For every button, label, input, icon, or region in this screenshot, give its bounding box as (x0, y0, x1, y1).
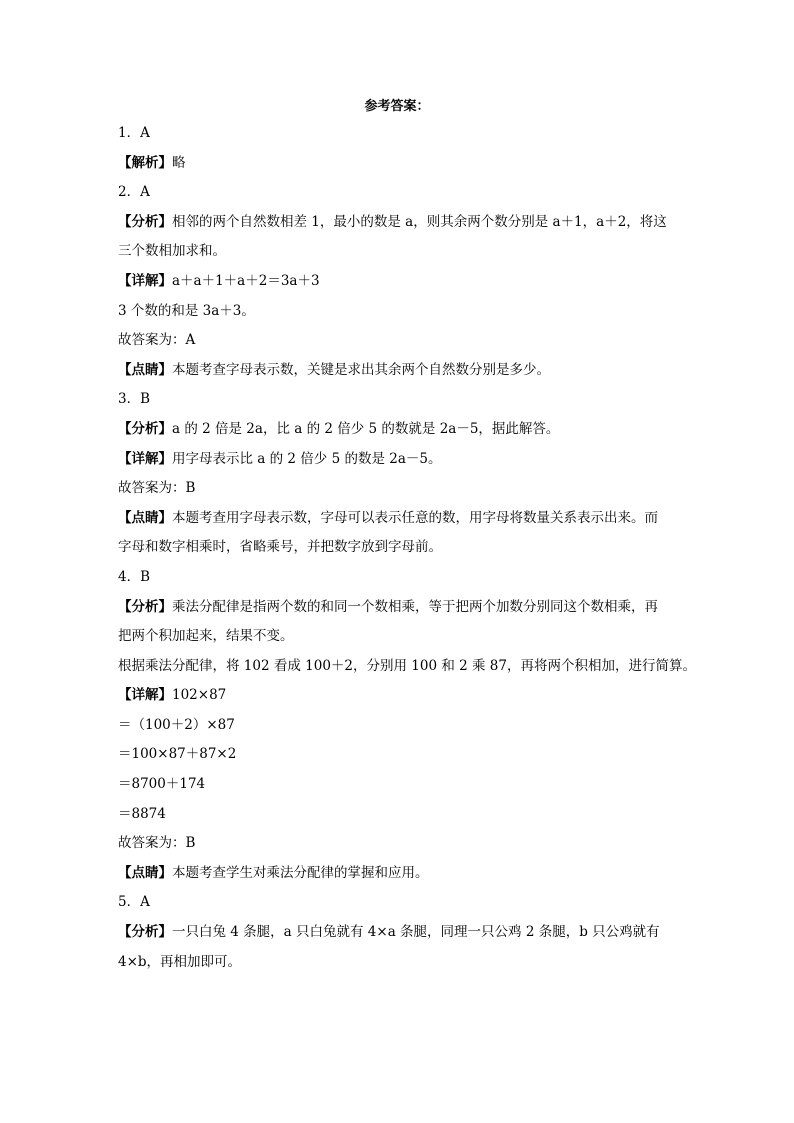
section-tag: 【点睛】 (118, 864, 172, 881)
line-text: 故答案为：B (118, 835, 196, 852)
answer-line (118, 237, 678, 267)
line-text: 用字母表示比 a 的 2 倍少 5 的数是 2a－5。 (172, 450, 442, 467)
line-text: ＝（100＋2）×87 (118, 716, 235, 733)
answer-line (118, 178, 678, 208)
line-text: 本题考查用字母表示数，字母可以表示任意的数，用字母将数量关系表示出来。而 (172, 509, 658, 526)
line-text: 本题考查字母表示数，关键是求出其余两个自然数分别是多少。 (172, 361, 550, 378)
section-tag: 【分析】 (118, 598, 172, 615)
line-text: 故答案为：A (118, 332, 196, 349)
answer-line (118, 533, 678, 563)
line-text: 三个数相加求和。 (118, 243, 226, 260)
section-tag: 【分析】 (118, 924, 172, 941)
answer-line (118, 326, 678, 356)
answer-line (118, 415, 678, 445)
line-text: 3 个数的和是 3a＋3。 (118, 302, 255, 319)
answer-line (118, 652, 696, 682)
answer-line (118, 829, 678, 859)
line-text: 1．A (118, 125, 150, 141)
answer-line (118, 267, 678, 297)
answer-line (118, 563, 678, 593)
answer-line (118, 385, 678, 415)
answer-line (118, 918, 678, 948)
answer-line (118, 948, 678, 978)
section-tag: 【分析】 (118, 420, 172, 437)
section-tag: 【分析】 (118, 213, 172, 230)
answer-line (118, 859, 678, 889)
answer-line (118, 208, 678, 238)
line-text: 把两个积加起来，结果不变。 (118, 628, 294, 645)
answer-line (118, 149, 678, 179)
answer-line (118, 800, 678, 830)
answer-line (118, 622, 678, 652)
line-text: a＋a＋1＋a＋2＝3a＋3 (172, 272, 320, 289)
answer-content (118, 119, 696, 977)
line-text: 字母和数字相乘时，省略乘号，并把数字放到字母前。 (118, 539, 442, 556)
line-text: 相邻的两个自然数相差 1，最小的数是 a，则其余两个数分别是 a＋1，a＋2，将这 (172, 213, 667, 230)
line-text: 本题考查学生对乘法分配律的掌握和应用。 (172, 864, 429, 881)
line-text: 乘法分配律是指两个数的和同一个数相乘，等于把两个加数分别同这个数相乘，再 (172, 598, 658, 615)
line-text: 故答案为：B (118, 480, 196, 497)
line-text: 一只白兔 4 条腿，a 只白兔就有 4×a 条腿，同理一只公鸡 2 条腿，b 只公鸡就有 (172, 924, 660, 941)
page-title: 参考答案： (364, 99, 430, 114)
answer-line (118, 681, 678, 711)
line-text: 3．B (118, 391, 151, 408)
answer-line (118, 888, 678, 918)
answer-line (118, 593, 678, 623)
section-tag: 【点睛】 (118, 361, 172, 378)
line-text: ＝100×87＋87×2 (118, 746, 237, 763)
section-tag: 【解析】 (118, 154, 172, 171)
answer-line (118, 474, 678, 504)
section-tag: 【详解】 (118, 450, 172, 467)
answer-line (118, 740, 678, 770)
line-text: ＝8700＋174 (118, 776, 206, 793)
answer-line (118, 445, 678, 475)
answer-line (118, 356, 678, 386)
answer-line (118, 770, 678, 800)
answer-line (118, 504, 678, 534)
section-tag: 【详解】 (118, 687, 172, 704)
line-text: 2．A (118, 184, 150, 201)
answer-line (118, 119, 678, 149)
line-text: 4×b，再相加即可。 (118, 953, 242, 970)
section-tag: 【点睛】 (118, 509, 172, 526)
line-text: 4．B (118, 568, 151, 585)
line-text: a 的 2 倍是 2a，比 a 的 2 倍少 5 的数就是 2a－5，据此解答。 (172, 420, 560, 437)
line-text: 略 (172, 154, 186, 171)
line-text: 5．A (118, 894, 150, 911)
line-text: 102×87 (172, 687, 227, 704)
answer-line (118, 711, 678, 741)
section-tag: 【详解】 (118, 272, 172, 289)
line-text: ＝8874 (118, 805, 166, 822)
line-text: 根据乘法分配律，将 102 看成 100＋2，分别用 100 和 2 乘 87，再将两个积相加，进行简算。 (118, 657, 696, 674)
answer-line (118, 297, 678, 327)
